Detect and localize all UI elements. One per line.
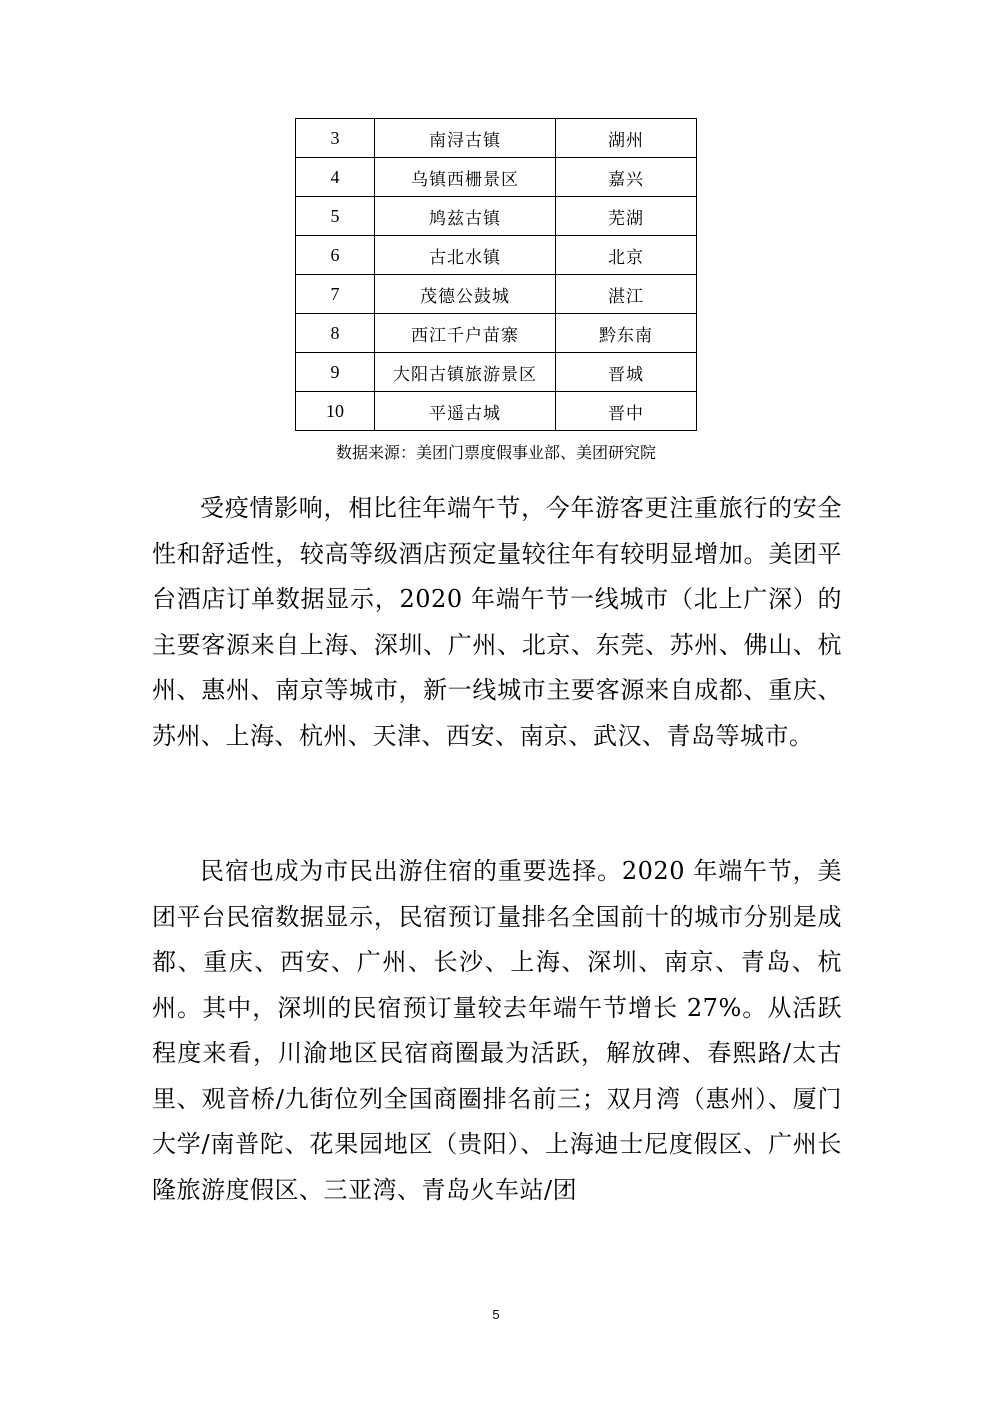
- rank-cell: 5: [296, 197, 375, 236]
- city-cell: 嘉兴: [556, 158, 697, 197]
- page-number: 5: [492, 1307, 500, 1322]
- city-cell: 晋中: [556, 392, 697, 431]
- table-row: [296, 158, 697, 197]
- city-cell: 晋城: [556, 353, 697, 392]
- rank-cell: 9: [296, 353, 375, 392]
- table-source-note: 数据来源：美团门票度假事业部、美团研究院: [335, 443, 656, 462]
- body-paragraph: 民宿也成为市民出游住宿的重要选择。2020 年端午节，美团平台民宿数据显示，民宿预订量排名全国前十的城市分别是成都、重庆、西安、广州、长沙、上海、深圳、南京、青岛、杭州。其中，深圳的民宿预订量较去年端午节增长 27%。从活跃程度来看，川渝地区民宿商圈最为活跃，解放碑、春熙路/太古里、观音桥/九街位列全国商圈排名前三；双月湾（惠州）、厦门大学/南普陀、花果园地区（贵阳）、上海迪士尼度假区、广州长隆旅游度假区、三亚湾、青岛火车站/团: [152, 857, 842, 1204]
- table-row: [296, 353, 697, 392]
- table-row: [296, 275, 697, 314]
- ranking-table-body: [296, 119, 697, 431]
- city-cell: 湛江: [556, 275, 697, 314]
- table-row: [296, 236, 697, 275]
- table-row: [296, 197, 697, 236]
- attraction-name-cell: 西江千户苗寨: [375, 314, 556, 353]
- body-paragraph: 受疫情影响，相比往年端午节，今年游客更注重旅行的安全性和舒适性，较高等级酒店预定量较往年有较明显增加。美团平台酒店订单数据显示，2020 年端午节一线城市（北上广深）的主要客源来自上海、深圳、广州、北京、东莞、苏州、佛山、杭州、惠州、南京等城市，新一线城市主要客源来自成都、重庆、苏州、上海、杭州、天津、西安、南京、武汉、青岛等城市。: [152, 494, 842, 750]
- table-row: [296, 314, 697, 353]
- table-row: [296, 119, 697, 158]
- attraction-name-cell: 乌镇西栅景区: [375, 158, 556, 197]
- attraction-name-cell: 古北水镇: [375, 236, 556, 275]
- attraction-name-cell: 平遥古城: [375, 392, 556, 431]
- rank-cell: 10: [296, 392, 375, 431]
- city-cell: 湖州: [556, 119, 697, 158]
- attraction-name-cell: 大阳古镇旅游景区: [375, 353, 556, 392]
- rank-cell: 6: [296, 236, 375, 275]
- city-cell: 黔东南: [556, 314, 697, 353]
- rank-cell: 3: [296, 119, 375, 158]
- ranking-table: [295, 118, 697, 431]
- rank-cell: 4: [296, 158, 375, 197]
- attraction-name-cell: 鸠兹古镇: [375, 197, 556, 236]
- attraction-name-cell: 南浔古镇: [375, 119, 556, 158]
- attraction-name-cell: 茂德公鼓城: [375, 275, 556, 314]
- rank-cell: 7: [296, 275, 375, 314]
- city-cell: 芜湖: [556, 197, 697, 236]
- rank-cell: 8: [296, 314, 375, 353]
- city-cell: 北京: [556, 236, 697, 275]
- table-row: [296, 392, 697, 431]
